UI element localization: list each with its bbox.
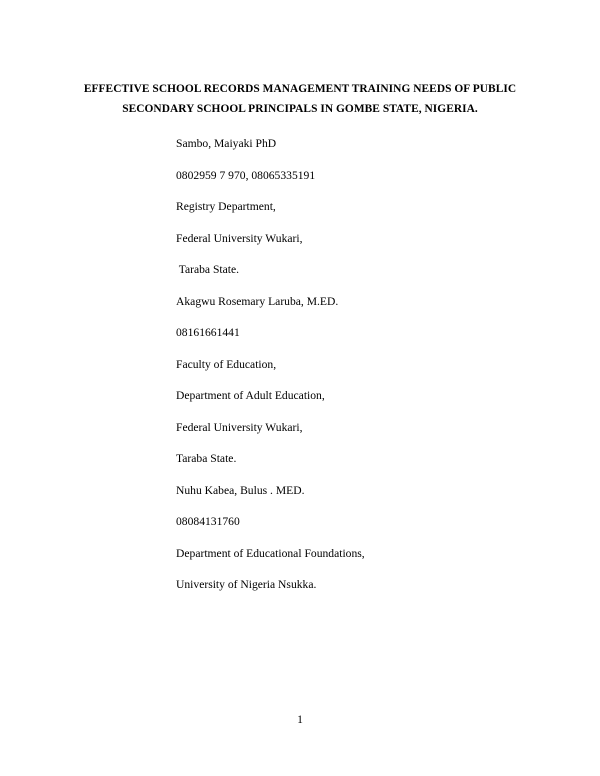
author-department-1: Registry Department, <box>176 200 276 213</box>
author-phone-2: 08161661441 <box>176 326 240 339</box>
author-info-block <box>176 137 365 610</box>
title-line-1: EFFECTIVE SCHOOL RECORDS MANAGEMENT TRAINING NEEDS OF PUBLIC <box>83 83 517 95</box>
author-state-1: Taraba State. <box>176 263 240 276</box>
author-institution-1: Federal University Wukari, <box>176 231 303 245</box>
title-line-2: SECONDARY SCHOOL PRINCIPALS IN GOMBE STATE, NIGERIA. <box>122 102 478 115</box>
author-phone-1: 0802959 7 970, 08065335191 <box>176 168 316 182</box>
author-state-2: Taraba State. <box>176 452 237 465</box>
author-name-1: Sambo, Maiyaki PhD <box>176 137 277 150</box>
author-department-2: Department of Adult Education, <box>176 389 325 402</box>
author-name-3: Nuhu Kabea, Bulus . MED. <box>176 483 305 497</box>
page-number: 1 <box>297 713 303 726</box>
author-phone-3: 08084131760 <box>176 515 240 528</box>
author-faculty-2: Faculty of Education, <box>176 357 277 371</box>
author-name-2: Akagwu Rosemary Laruba, M.ED. <box>176 294 339 308</box>
paper-title <box>40 80 560 119</box>
author-institution-3: University of Nigeria Nsukka. <box>176 578 317 591</box>
author-institution-2: Federal University Wukari, <box>176 420 303 434</box>
author-department-3: Department of Educational Foundations, <box>176 546 365 560</box>
